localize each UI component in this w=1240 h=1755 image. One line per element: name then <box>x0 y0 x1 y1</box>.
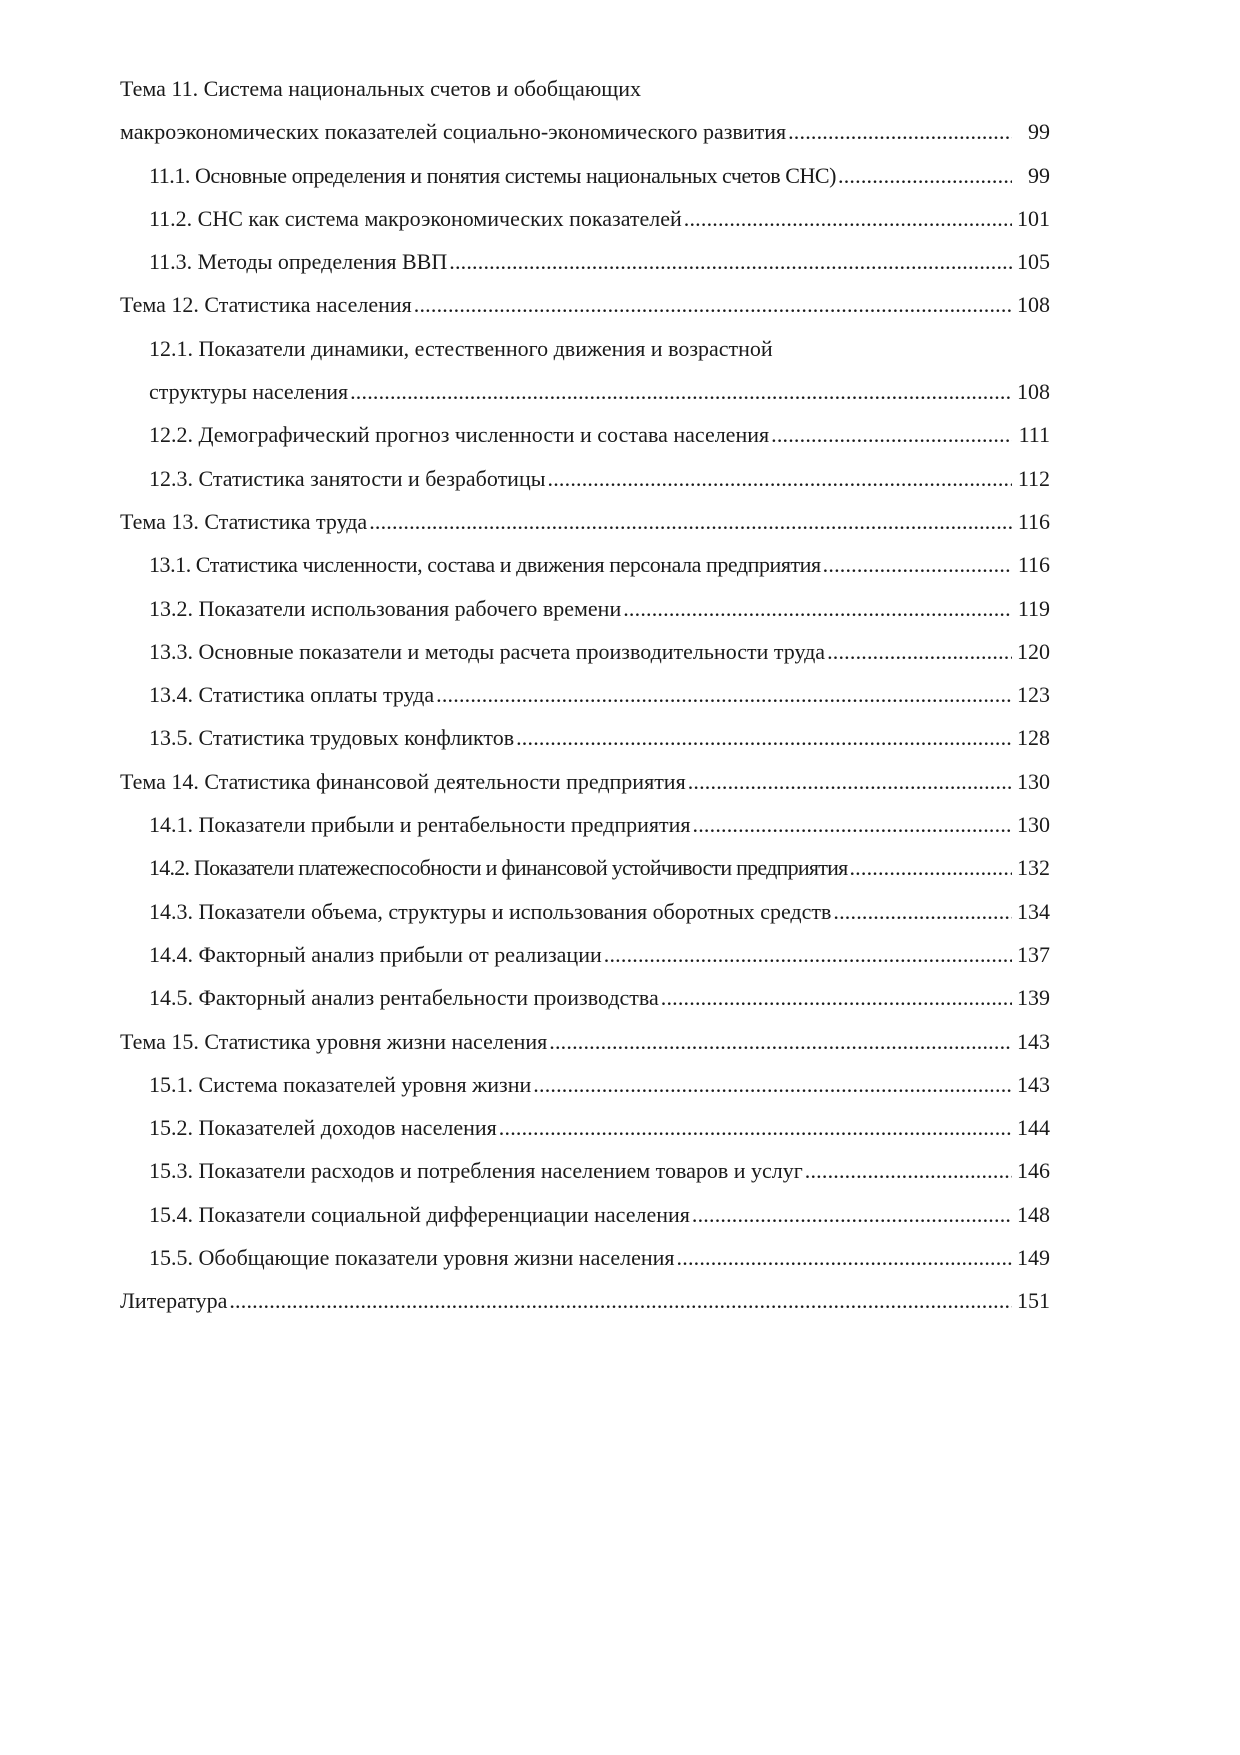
table-of-contents <box>120 67 1050 1323</box>
toc-entry-title: Тема 13. Статистика труда <box>120 508 368 534</box>
toc-entry-line <box>149 1063 1050 1106</box>
toc-entry-line <box>149 630 1050 673</box>
toc-entry-page-number: 134 <box>1017 898 1050 924</box>
toc-entry-line <box>120 67 1050 110</box>
toc-entry-page-number: 99 <box>1028 162 1050 188</box>
toc-entry-line <box>149 587 1050 630</box>
dot-leader <box>684 197 1012 240</box>
dot-leader <box>823 543 1012 586</box>
dot-leader <box>693 803 1012 846</box>
toc-entry-literature[interactable] <box>120 1279 1050 1322</box>
dot-leader <box>533 1063 1012 1106</box>
toc-entry-topic-11[interactable] <box>120 67 1050 154</box>
toc-entry-page-number: 139 <box>1017 985 1050 1011</box>
toc-entry-title: 12.1. Показатели динамики, естественного движения и возрастной <box>149 335 773 361</box>
toc-entry-line <box>149 370 1050 413</box>
toc-entry-line <box>120 1020 1050 1063</box>
dot-leader <box>661 976 1012 1019</box>
toc-entry-line <box>149 543 1050 586</box>
toc-entry-page-number: 146 <box>1017 1158 1050 1184</box>
dot-leader <box>805 1149 1012 1192</box>
toc-entry-section-11-1[interactable] <box>120 154 1050 197</box>
toc-entry-page-number: 144 <box>1017 1115 1050 1141</box>
toc-entry-section-15-1[interactable] <box>120 1063 1050 1106</box>
toc-entry-title: 13.1. Статистика численности, состава и движения персонала предприятия <box>149 552 821 578</box>
toc-entry-topic-14[interactable] <box>120 760 1050 803</box>
toc-entry-section-12-2[interactable] <box>120 413 1050 456</box>
toc-entry-page-number: 148 <box>1017 1201 1050 1227</box>
toc-entry-title: 14.4. Факторный анализ прибыли от реализации <box>149 941 602 967</box>
toc-entry-page-number: 111 <box>1018 422 1050 448</box>
toc-entry-page-number: 143 <box>1017 1071 1050 1097</box>
dot-leader <box>229 1279 1012 1322</box>
toc-entry-page-number: 149 <box>1017 1245 1050 1271</box>
toc-entry-topic-15[interactable] <box>120 1020 1050 1063</box>
toc-entry-line <box>149 716 1050 759</box>
toc-entry-line <box>120 110 1050 153</box>
toc-entry-line <box>149 803 1050 846</box>
dot-leader <box>849 846 1012 889</box>
dot-leader <box>436 673 1012 716</box>
toc-entry-title: 15.1. Система показателей уровня жизни <box>149 1071 532 1097</box>
toc-entry-section-13-1[interactable] <box>120 543 1050 586</box>
toc-entry-section-11-3[interactable] <box>120 240 1050 283</box>
toc-entry-page-number: 116 <box>1017 508 1050 534</box>
toc-entry-section-15-5[interactable] <box>120 1236 1050 1279</box>
toc-entry-page-number: 108 <box>1017 379 1050 405</box>
dot-leader <box>499 1106 1012 1149</box>
toc-entry-title: 15.2. Показателей доходов населения <box>149 1115 497 1141</box>
toc-entry-page-number: 130 <box>1017 768 1050 794</box>
toc-entry-title: 11.1. Основные определения и понятия системы национальных счетов СНС) <box>149 162 837 188</box>
toc-entry-section-15-2[interactable] <box>120 1106 1050 1149</box>
toc-entry-section-14-3[interactable] <box>120 890 1050 933</box>
toc-entry-topic-12[interactable] <box>120 283 1050 326</box>
toc-entry-topic-13[interactable] <box>120 500 1050 543</box>
dot-leader <box>449 240 1012 283</box>
toc-entry-page-number: 143 <box>1017 1028 1050 1054</box>
dot-leader <box>549 1020 1012 1063</box>
toc-entry-page-number: 120 <box>1017 638 1050 664</box>
toc-entry-title: 15.4. Показатели социальной дифференциации населения <box>149 1201 690 1227</box>
toc-entry-title: Тема 14. Статистика финансовой деятельности предприятия <box>120 768 686 794</box>
dot-leader <box>692 1193 1012 1236</box>
toc-entry-page-number: 99 <box>1028 119 1050 145</box>
toc-entry-line <box>149 1106 1050 1149</box>
toc-entry-section-13-5[interactable] <box>120 716 1050 759</box>
toc-entry-page-number: 137 <box>1017 941 1050 967</box>
toc-entry-section-15-3[interactable] <box>120 1149 1050 1192</box>
toc-entry-title: 14.5. Факторный анализ рентабельности производства <box>149 985 659 1011</box>
toc-entry-title: Литература <box>120 1288 228 1314</box>
toc-entry-line <box>120 500 1050 543</box>
toc-entry-line <box>149 1236 1050 1279</box>
toc-entry-title: 11.2. СНС как система макроэкономических показателей <box>149 205 682 231</box>
toc-entry-line <box>149 1193 1050 1236</box>
toc-entry-title: 14.1. Показатели прибыли и рентабельности предприятия <box>149 812 691 838</box>
toc-entry-page-number: 119 <box>1017 595 1050 621</box>
toc-entry-title: 12.2. Демографический прогноз численности и состава населения <box>149 422 770 448</box>
toc-entry-title: 13.3. Основные показатели и методы расчета производительности труда <box>149 638 826 664</box>
dot-leader <box>771 413 1012 456</box>
toc-entry-page-number: 132 <box>1017 855 1050 881</box>
toc-entry-page-number: 130 <box>1017 812 1050 838</box>
toc-entry-section-13-3[interactable] <box>120 630 1050 673</box>
toc-entry-section-14-1[interactable] <box>120 803 1050 846</box>
toc-entry-page-number: 101 <box>1017 205 1050 231</box>
toc-entry-section-14-2[interactable] <box>120 846 1050 889</box>
toc-entry-page-number: 108 <box>1017 292 1050 318</box>
toc-entry-page-number: 123 <box>1017 682 1050 708</box>
dot-leader <box>688 760 1012 803</box>
toc-entry-section-13-4[interactable] <box>120 673 1050 716</box>
toc-entry-title: Тема 11. Система национальных счетов и обобщающих <box>120 76 641 101</box>
toc-entry-section-12-3[interactable] <box>120 457 1050 500</box>
toc-entry-line <box>149 240 1050 283</box>
toc-entry-line <box>149 673 1050 716</box>
toc-entry-title: 13.5. Статистика трудовых конфликтов <box>149 725 515 751</box>
toc-entry-line <box>149 890 1050 933</box>
toc-entry-line <box>120 1279 1050 1322</box>
toc-entry-line <box>149 197 1050 240</box>
dot-leader <box>548 457 1012 500</box>
dot-leader <box>369 500 1012 543</box>
toc-entry-page-number: 151 <box>1017 1288 1050 1314</box>
toc-entry-section-13-2[interactable] <box>120 587 1050 630</box>
toc-entry-line <box>149 413 1050 456</box>
toc-entry-title: 15.3. Показатели расходов и потребления населением товаров и услуг <box>149 1158 803 1184</box>
toc-entry-title: 11.3. Методы определения ВВП <box>149 249 448 275</box>
toc-entry-page-number: 112 <box>1017 465 1050 491</box>
toc-entry-line <box>149 846 1050 889</box>
dot-leader <box>833 890 1012 933</box>
toc-entry-line <box>149 1149 1050 1192</box>
toc-entry-title: структуры населения <box>149 379 349 405</box>
toc-entry-title: Тема 15. Статистика уровня жизни населения <box>120 1028 548 1054</box>
toc-entry-title: Тема 12. Статистика населения <box>120 292 412 318</box>
toc-entry-page-number: 105 <box>1017 249 1050 275</box>
toc-entry-line <box>149 457 1050 500</box>
toc-entry-title: 15.5. Обобщающие показатели уровня жизни населения <box>149 1245 675 1271</box>
toc-entry-section-12-1[interactable] <box>120 327 1050 414</box>
toc-entry-line <box>120 283 1050 326</box>
toc-entry-line <box>149 976 1050 1019</box>
toc-entry-title: макроэкономических показателей социально-экономического развития <box>120 119 787 145</box>
toc-entry-section-14-4[interactable] <box>120 933 1050 976</box>
dot-leader <box>677 1236 1012 1279</box>
toc-entry-line <box>149 154 1050 197</box>
toc-entry-line <box>120 760 1050 803</box>
toc-entry-section-15-4[interactable] <box>120 1193 1050 1236</box>
dot-leader <box>516 716 1012 759</box>
dot-leader <box>827 630 1012 673</box>
toc-entry-title: 12.3. Статистика занятости и безработицы <box>149 465 546 491</box>
dot-leader <box>604 933 1012 976</box>
toc-entry-page-number: 128 <box>1017 725 1050 751</box>
toc-entry-title: 13.2. Показатели использования рабочего времени <box>149 595 622 621</box>
toc-entry-section-14-5[interactable] <box>120 976 1050 1019</box>
toc-entry-section-11-2[interactable] <box>120 197 1050 240</box>
dot-leader <box>350 370 1012 413</box>
dot-leader <box>838 154 1012 197</box>
toc-entry-title: 14.3. Показатели объема, структуры и использования оборотных средств <box>149 898 832 924</box>
dot-leader <box>414 283 1012 326</box>
dot-leader <box>623 587 1012 630</box>
toc-entry-line <box>149 933 1050 976</box>
toc-entry-page-number: 116 <box>1017 552 1050 578</box>
toc-entry-title: 13.4. Статистика оплаты труда <box>149 682 435 708</box>
dot-leader <box>788 110 1012 153</box>
toc-entry-line <box>149 327 1050 370</box>
toc-entry-title: 14.2. Показатели платежеспособности и финансовой устойчивости предприятия <box>149 855 848 881</box>
